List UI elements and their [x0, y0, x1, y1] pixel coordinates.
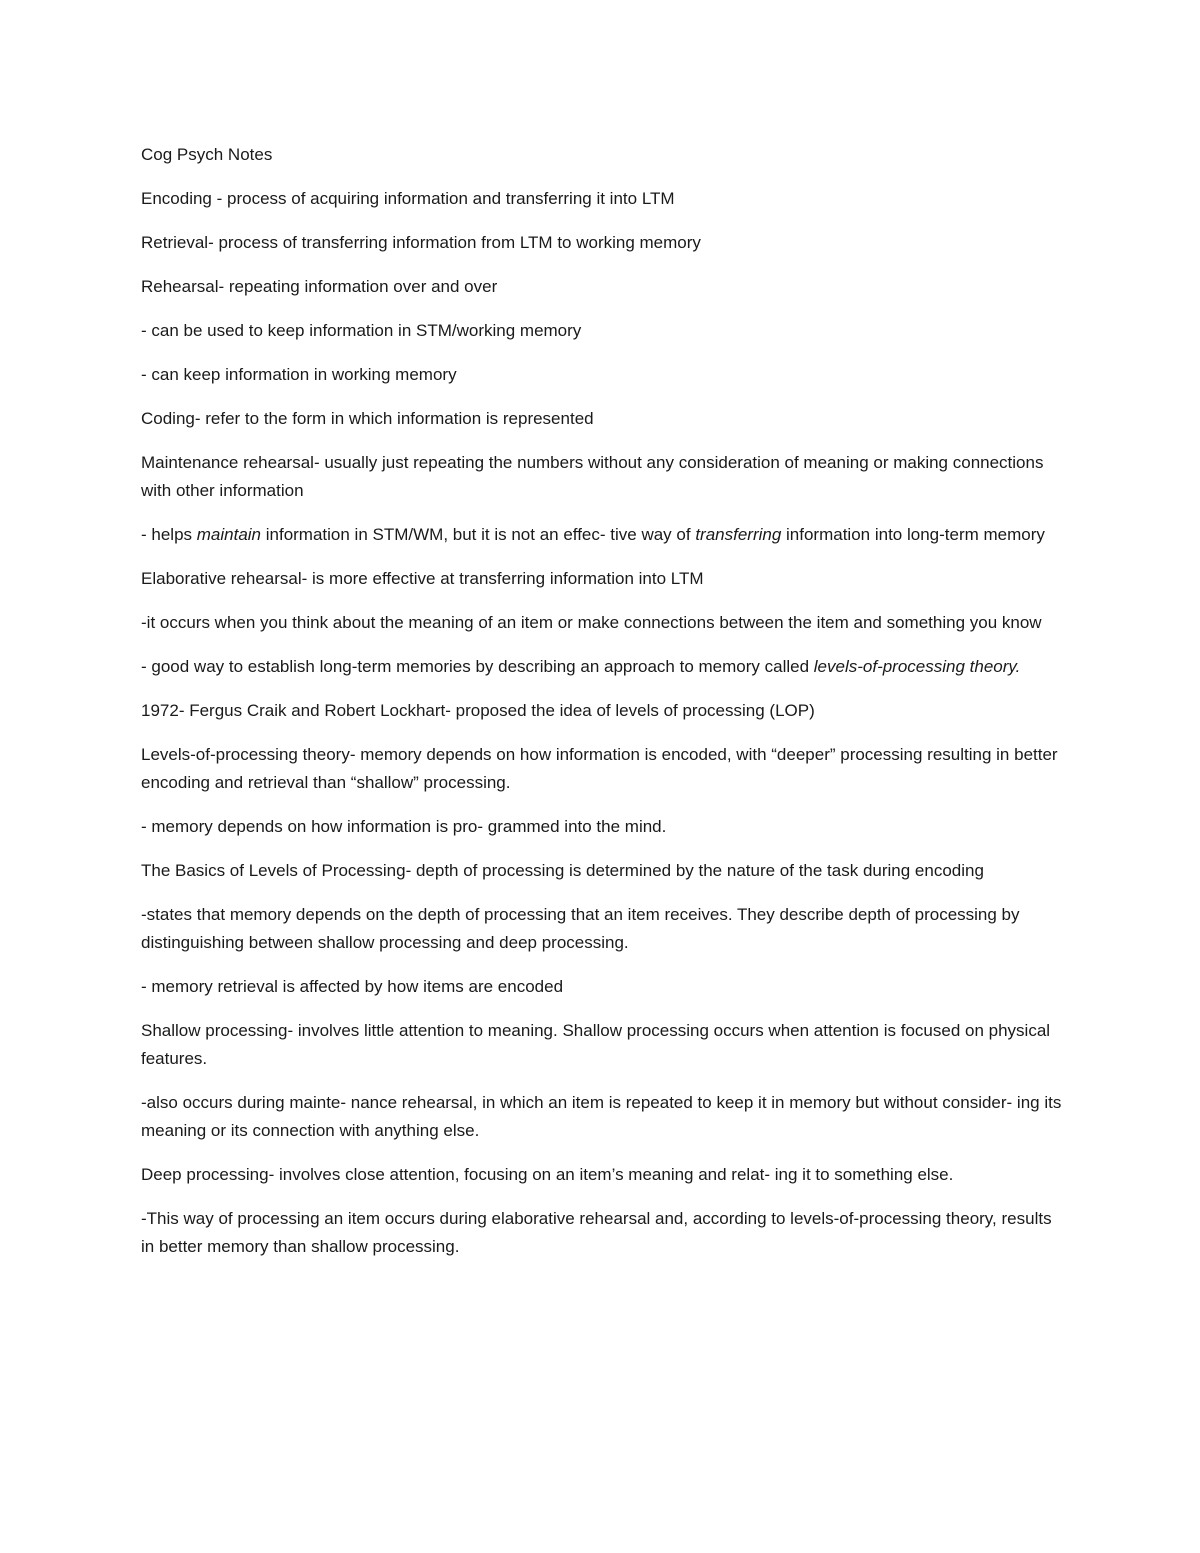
paragraph [141, 857, 1066, 885]
paragraph-text: - can keep information in working memory [141, 365, 457, 384]
paragraph-text: information in STM/WM, but it is not an effec- tive way of [261, 525, 696, 544]
paragraph-text: Shallow processing- involves little attention to meaning. Shallow processing occurs when attention is focused on physical features. [141, 1021, 1051, 1068]
paragraph [141, 449, 1066, 505]
paragraph [141, 185, 1066, 213]
paragraph-text: -it occurs when you think about the meaning of an item or make connections between the item and something you know [141, 613, 1042, 632]
paragraph [141, 361, 1066, 389]
paragraph-text: Deep processing- involves close attention, focusing on an item’s meaning and relat- ing it to something else. [141, 1165, 954, 1184]
paragraph-text: -also occurs during mainte- nance rehearsal, in which an item is repeated to keep it in memory but without consider- ing its meaning or its connection with anything else. [141, 1093, 1062, 1140]
paragraph-text: -states that memory depends on the depth of processing that an item receives. They describe depth of processing by distinguishing between shallow processing and deep processing. [141, 905, 1020, 952]
paragraph-text: Coding- refer to the form in which information is represented [141, 409, 594, 428]
paragraph [141, 317, 1066, 345]
paragraph [141, 653, 1066, 681]
paragraph [141, 229, 1066, 257]
italic-text: levels-of-processing theory. [813, 657, 1021, 676]
paragraph-text: -This way of processing an item occurs during elaborative rehearsal and, according to levels-of-processing theory, results in better memory than shallow processing. [141, 1209, 1052, 1256]
paragraph-text: - can be used to keep information in STM/working memory [141, 321, 582, 340]
paragraph-text: Retrieval- process of transferring information from LTM to working memory [141, 233, 701, 252]
paragraph-text: The Basics of Levels of Processing- depth of processing is determined by the nature of the task during encoding [141, 861, 984, 880]
paragraph [141, 813, 1066, 841]
paragraph-text: - good way to establish long-term memories by describing an approach to memory called [141, 657, 814, 676]
paragraph-text: - memory depends on how information is pro- grammed into the mind. [141, 817, 667, 836]
paragraph-list [141, 185, 1066, 1261]
paragraph [141, 405, 1066, 433]
italic-text: maintain [196, 525, 262, 544]
paragraph-text: - helps [141, 525, 197, 544]
document-title: Cog Psych Notes [141, 145, 273, 164]
paragraph [141, 609, 1066, 637]
paragraph [141, 521, 1066, 549]
paragraph [141, 273, 1066, 301]
paragraph [141, 697, 1066, 725]
paragraph-text: information into long-term memory [781, 525, 1045, 544]
paragraph-text: Elaborative rehearsal- is more effective at transferring information into LTM [141, 569, 704, 588]
paragraph [141, 1205, 1066, 1261]
paragraph [141, 1017, 1066, 1073]
document-body [141, 141, 1066, 1277]
paragraph-text: Encoding - process of acquiring information and transferring it into LTM [141, 189, 675, 208]
paragraph [141, 901, 1066, 957]
paragraph-text: Rehearsal- repeating information over and over [141, 277, 498, 296]
paragraph [141, 973, 1066, 1001]
paragraph-text: 1972- Fergus Craik and Robert Lockhart- proposed the idea of levels of processing (LOP) [141, 701, 815, 720]
paragraph [141, 565, 1066, 593]
paragraph-text: Maintenance rehearsal- usually just repeating the numbers without any consideration of meaning or making connections with other information [141, 453, 1044, 500]
paragraph [141, 1089, 1066, 1145]
italic-text: transferring [695, 525, 782, 544]
paragraph-text: - memory retrieval is affected by how items are encoded [141, 977, 564, 996]
paragraph [141, 741, 1066, 797]
paragraph [141, 1161, 1066, 1189]
paragraph-text: Levels-of-processing theory- memory depends on how information is encoded, with “deeper” processing resulting in better encoding and retrieval than “shallow” processing. [141, 745, 1058, 792]
